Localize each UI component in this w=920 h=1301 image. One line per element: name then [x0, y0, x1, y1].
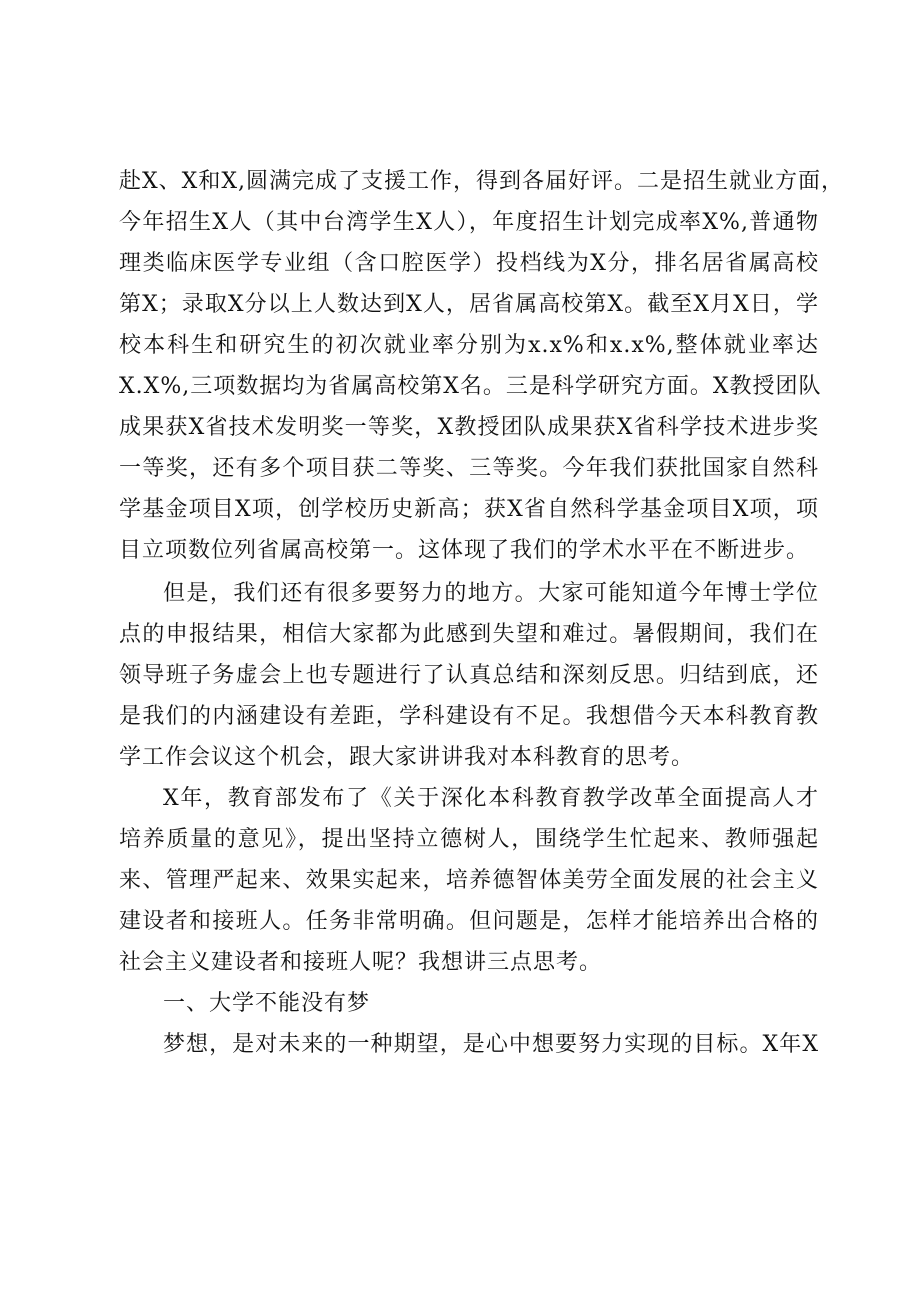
text-line: 一等奖，还有多个项目获二等奖、三等奖。今年我们获批国家自然科 — [119, 456, 819, 481]
text-line: 今年招生X人（其中台湾学生X人），年度招生计划完成率X%,普通物 — [119, 210, 819, 235]
text-line: 但是，我们还有很多要努力的地方。大家可能知道今年博士学位 — [163, 581, 819, 606]
text-line: 来、管理严起来、效果实起来，培养德智体美劳全面发展的社会主义 — [119, 868, 819, 893]
text-line: 是我们的内涵建设有差距，学科建设有不足。我想借今天本科教育教 — [119, 704, 819, 729]
text-line: 成果获X省技术发明奖一等奖，X教授团队成果获X省科学技术进步奖 — [119, 415, 819, 440]
text-line: 点的申报结果，相信大家都为此感到失望和难过。暑假期间，我们在 — [119, 622, 819, 647]
text-line: 梦想，是对未来的一种期望，是心中想要努力实现的目标。X年X — [163, 1032, 819, 1057]
text-line: 校本科生和研究生的初次就业率分别为x.x%和x.x%,整体就业率达 — [119, 333, 819, 358]
text-line: 学基金项目X项，创学校历史新高；获X省自然科学基金项目X项，项 — [119, 497, 819, 522]
text-line: X.X%,三项数据均为省属高校第X名。三是科学研究方面。X教授团队 — [119, 374, 822, 399]
section-title: 一、大学不能没有梦 — [163, 991, 371, 1016]
text-line: 领导班子务虚会上也专题进行了认真总结和深刻反思。归结到底，还 — [119, 663, 819, 688]
text-line: 目立项数位列省属高校第一。这体现了我们的学术水平在不断进步。 — [119, 538, 810, 563]
text-line: 建设者和接班人。任务非常明确。但问题是，怎样才能培养出合格的 — [119, 909, 819, 934]
text-line: 社会主义建设者和接班人呢？我想讲三点思考。 — [119, 950, 603, 975]
text-line: 培养质量的意见》，提出坚持立德树人，围绕学生忙起来、教师强起 — [119, 827, 819, 852]
text-line: X年，教育部发布了《关于深化本科教育教学改革全面提高人才 — [163, 786, 819, 811]
text-line: 学工作会议这个机会，跟大家讲讲我对本科教育的思考。 — [119, 745, 695, 770]
text-line: 赴X、X和X,圆满完成了支援工作，得到各届好评。二是招生就业方面， — [119, 169, 844, 194]
text-line: 理类临床医学专业组（含口腔医学）投档线为X分，排名居省属高校 — [119, 251, 819, 276]
text-line: 第X；录取X分以上人数达到X人，居省属高校第X。截至X月X日，学 — [119, 292, 819, 317]
